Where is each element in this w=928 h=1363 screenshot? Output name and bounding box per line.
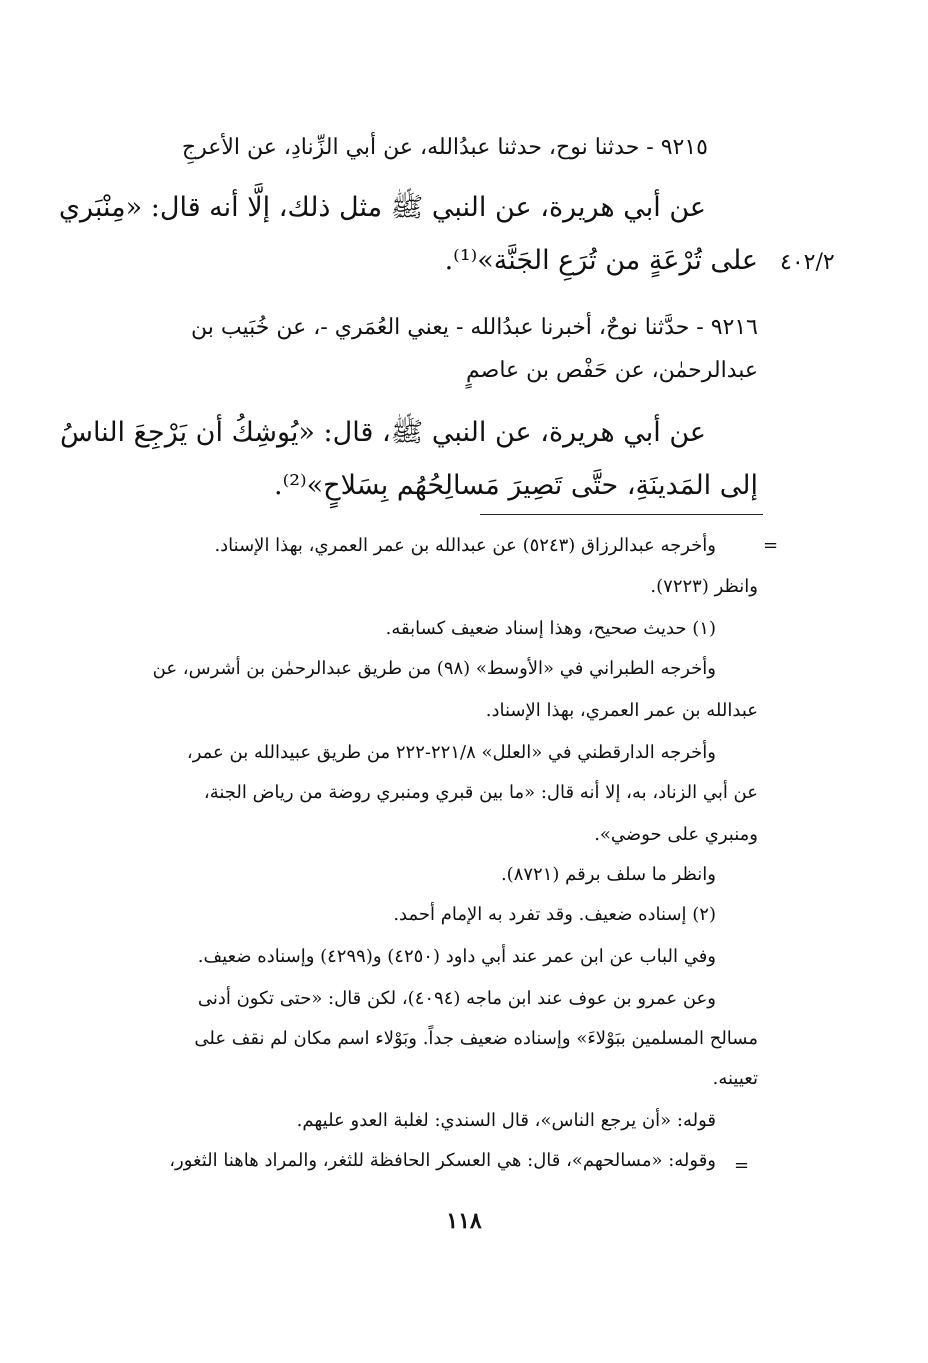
continuation-marker: =	[763, 535, 779, 556]
footnote-1-line-2: وأخرجه الطبراني في «الأوسط» (٩٨) من طريق عبدالرحمٰن بن أشرس، عن	[152, 658, 716, 679]
footnote-1-line-1: (١) حديث صحيح، وهذا إسناد ضعيف كسابقه.	[385, 618, 716, 639]
footnote-cont-line-1: وأخرجه عبدالرزاق (٥٢٤٣) عن عبدالله بن عمر العمري، بهذا الإسناد.	[214, 535, 716, 556]
footnote-2-line-5: تعيينه.	[712, 1068, 758, 1089]
hadith-9216-line-1: ٩٢١٦ - حدَّثنا نوحٌ، أخبرنا عبدُالله - يعني العُمَري -، عن خُبَيب بن	[191, 315, 758, 340]
footnote-cont-line-2: وانظر (٧٢٢٣).	[650, 576, 758, 597]
footnote-1-line-6: ومنبري على حوضي».	[594, 824, 758, 845]
hadith-9215-line-3: على تُرْعَةٍ من تُرَعِ الجَنَّة»⁽¹⁾.	[444, 245, 758, 276]
hadith-9216-line-4: إلى المَدينَةِ، حتَّى تَصِيرَ مَسالِحُهُم بِسَلاحٍ»⁽²⁾.	[273, 470, 758, 501]
footnote-1-line-5: عن أبي الزناد، به، إلا أنه قال: «ما بين قبري ومنبري روضة من رياض الجنة،	[203, 782, 758, 803]
volume-page-reference: ٤٠٢/٢	[780, 250, 835, 275]
page-number: ١١٨	[446, 1208, 482, 1234]
hadith-9215-line-1: ٩٢١٥ - حدثنا نوح، حدثنا عبدُالله، عن أبي الزِّنادِ، عن الأعرجِ	[181, 135, 708, 160]
footnote-2-line-1: (٢) إسناده ضعيف. وقد تفرد به الإمام أحمد.	[393, 904, 716, 925]
footnote-1-line-7: وانظر ما سلف برقم (٨٧٢١).	[500, 864, 716, 885]
hadith-9216-line-3: عن أبي هريرة، عن النبي ﷺ، قال: «يُوشِكُ أن يَرْجِعَ الناسُ	[59, 417, 706, 448]
continuation-end-marker: =	[734, 1155, 750, 1176]
footnote-2-line-6: قوله: «أن يرجع الناس»، قال السندي: لغلبة العدو عليهم.	[296, 1110, 716, 1131]
footnote-2-line-7: وقوله: «مسالحهم»، قال: هي العسكر الحافظة للثغر، والمراد هاهنا الثغور،	[169, 1150, 716, 1171]
footnote-1-line-3: عبدالله بن عمر العمري، بهذا الإسناد.	[485, 700, 758, 721]
hadith-9215-line-2: عن أبي هريرة، عن النبي ﷺ مثل ذلك، إلَّا أنه قال: «مِنْبَري	[58, 192, 706, 223]
footnote-2-line-2: وفي الباب عن ابن عمر عند أبي داود (٤٢٥٠) و(٤٢٩٩) وإسناده ضعيف.	[197, 946, 716, 967]
footnote-2-line-4: مسالح المسلمين ببَوْلاءَ» وإسناده ضعيف جداً. وبَوْلاء اسم مكان لم نقف على	[194, 1028, 758, 1049]
hadith-9216-line-2: عبدالرحمٰن، عن حَفْص بن عاصمٍ	[466, 358, 758, 383]
footnote-2-line-3: وعن عمرو بن عوف عند ابن ماجه (٤٠٩٤)، لكن قال: «حتى تكون أدنى	[197, 988, 716, 1009]
footnote-divider	[480, 514, 763, 515]
footnote-1-line-4: وأخرجه الدارقطني في «العلل» ٢٢١/٨-٢٢٢ من طريق عبيدالله بن عمر،	[186, 742, 716, 763]
